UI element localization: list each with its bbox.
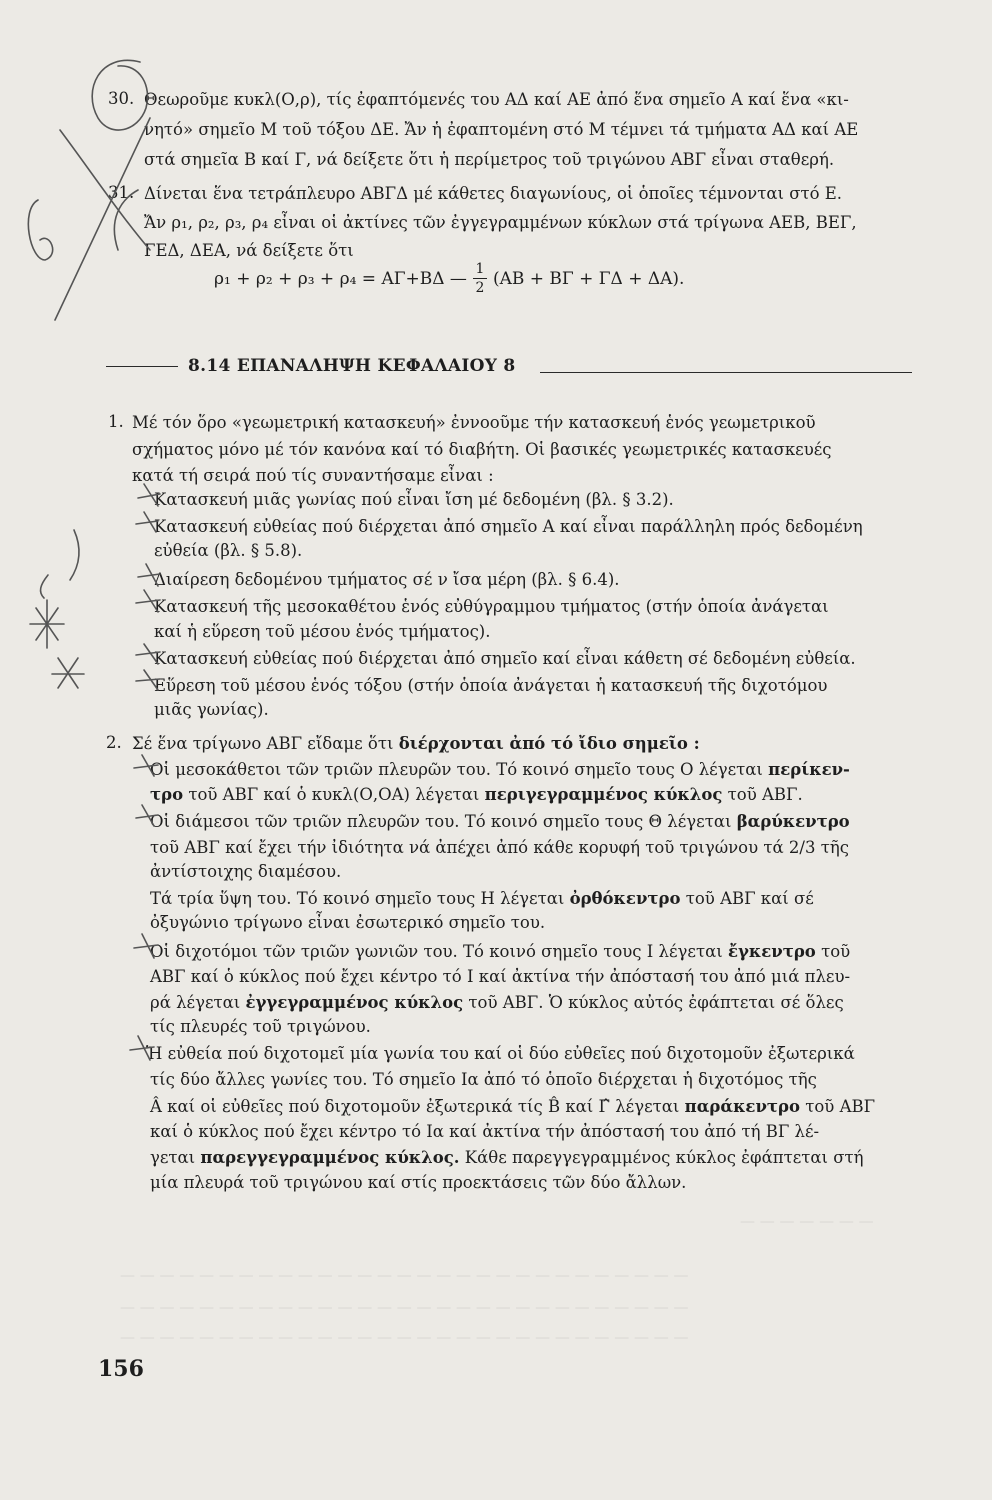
item-number-1: 1. xyxy=(108,412,124,431)
excenter-line-1: Ἡ εὐθεία πού διχοτομεῖ μία γωνία του καί οἱ δύο εὐθεῖες πού διχοτομοῦν ἐξωτερικά xyxy=(146,1044,855,1063)
heading-rule-right xyxy=(540,372,912,373)
formula-right: (ΑΒ + ΒΓ + ΓΔ + ΔΑ). xyxy=(492,268,685,289)
page-number: 156 xyxy=(98,1356,144,1382)
item-2-intro-bold: διέρχονται ἀπό τό ἴδιο σημεῖο : xyxy=(398,734,700,753)
item-2-intro xyxy=(132,731,700,757)
item-1-intro-2: σχήματος μόνο μέ τόν κανόνα καί τό διαβήτη. Οἱ βασικές γεωμετρικές κατασκευές xyxy=(132,440,832,459)
bracket-scribble-icon xyxy=(70,530,79,580)
term-excenter: παράκεντρο xyxy=(684,1097,800,1116)
angle-bisectors-line-1 xyxy=(150,939,850,965)
line-text: Οἱ μεσοκάθετοι τῶν τριῶν πλευρῶν του. Τό κοινό σημεῖο τους Ο λέγεται xyxy=(150,760,763,779)
excenter-line-5 xyxy=(150,1145,864,1171)
formula-left: ρ₁ + ρ₂ + ρ₃ + ρ₄ = ΑΓ+ΒΔ — xyxy=(214,268,467,289)
line-text: Οἱ διάμεσοι τῶν τριῶν πλευρῶν του. Τό κοινό σημεῖο τους Θ λέγεται xyxy=(150,812,732,831)
problem-number-31: 31. xyxy=(108,183,135,202)
perpendicular-bisectors-line-1 xyxy=(150,757,850,783)
problem-31-formula xyxy=(214,262,684,295)
bleed-through-mark: — — — — — — — — — — — — — — — — — — — — — — — — — — — — — xyxy=(120,1328,689,1346)
term-excircle: παρεγγεγραμμένος κύκλος. xyxy=(200,1148,460,1167)
problem-31-line-1: Δίνεται ἕνα τετράπλευρο ΑΒΓΔ μέ κάθετες διαγωνίους, οἱ ὁποῖες τέμνονται στό Ε. xyxy=(144,184,843,203)
term-orthocenter: ὀρθόκεντρο xyxy=(569,889,681,908)
item-number-2: 2. xyxy=(106,733,122,752)
problem-31-line-2: Ἄν ρ₁, ρ₂, ρ₃, ρ₄ εἶναι οἱ ἀκτίνες τῶν ἐγγεγραμμένων κύκλων στά τρίγωνα ΑΕΒ, ΒΕΓ, xyxy=(144,213,857,232)
asterisk-icon xyxy=(52,658,84,688)
line-text-end: Κάθε παρεγγεγραμμένος κύκλος ἐφάπτεται στή xyxy=(464,1148,864,1167)
angle-bisectors-line-2: ΑΒΓ καί ὁ κύκλος πού ἔχει κέντρο τό Ι καί ἀκτίνα τήν ἀπόστασή του ἀπό μιά πλευ- xyxy=(150,967,851,986)
bracket-scribble-icon xyxy=(41,575,48,598)
medians-line-2: τοῦ ΑΒΓ καί ἔχει τήν ἰδιότητα νά ἀπέχει ἀπό κάθε κορυφή τοῦ τριγώνου τά 2/3 τῆς xyxy=(150,838,849,857)
problem-30-line-2: νητό» σημεῖο Μ τοῦ τόξου ΔΕ. Ἄν ἡ ἐφαπτομένη στό Μ τέμνει τά τμήματα ΑΔ καί ΑΕ xyxy=(144,120,859,139)
cross-scribble-icon xyxy=(55,118,150,320)
line-text-end: τοῦ xyxy=(821,942,851,961)
formula-fraction xyxy=(473,262,487,295)
item-2-intro-text: Σέ ἕνα τρίγωνο ΑΒΓ εἴδαμε ὅτι xyxy=(132,734,394,753)
construction-6: Εὕρεση τοῦ μέσου ἑνός τόξου (στήν ὁποία ἀνάγεται ἡ κατασκευή τῆς διχοτόμου xyxy=(154,676,828,695)
term-centroid: βαρύκεντρο xyxy=(736,812,850,831)
line-text: Τά τρία ὕψη του. Τό κοινό σημεῖο τους Η λέγεται xyxy=(150,889,565,908)
construction-6-cont: μιᾶς γωνίας). xyxy=(154,700,269,719)
altitudes-line-2: ὀξυγώνιο τρίγωνο εἶναι ἐσωτερικό σημεῖο του. xyxy=(150,913,546,932)
line-text: Οἱ διχοτόμοι τῶν τριῶν γωνιῶν του. Τό κοινό σημεῖο τους Ι λέγεται xyxy=(150,942,723,961)
term-circumscribed-circle: περιγεγραμμένος κύκλος xyxy=(484,785,723,804)
medians-line-3: ἀντίστοιχης διαμέσου. xyxy=(150,862,342,881)
construction-5: Κατασκευή εὐθείας πού διέρχεται ἀπό σημεῖο καί εἶναι κάθετη σέ δεδομένη εὐθεία. xyxy=(154,649,856,668)
line-text: ρά λέγεται xyxy=(150,993,241,1012)
construction-4: Κατασκευή τῆς μεσοκαθέτου ἑνός εὐθύγραμμου τμήματος (στήν ὁποία ἀνάγεται xyxy=(154,597,829,616)
construction-4-cont: καί ἡ εὕρεση τοῦ μέσου ἑνός τμήματος). xyxy=(154,622,491,641)
line-text: Â καί οἱ εὐθεῖες πού διχοτομοῦν ἐξωτερικά τίς B̂ καί Γ̂ λέγεται xyxy=(150,1097,680,1116)
bleed-through-mark: — — — — — — — — — — — — — — — — — — — — — — — — — — — — — xyxy=(120,1298,689,1316)
section-heading: 8.14 ΕΠΑΝΑΛΗΨΗ ΚΕΦΑΛΑΙΟΥ 8 xyxy=(188,356,516,376)
line-text: τοῦ ΑΒΓ καί ὁ κυκλ(Ο,ΟΑ) λέγεται xyxy=(188,785,480,804)
item-1-intro-3: κατά τή σειρά πού τίς συναντήσαμε εἶναι : xyxy=(132,466,494,485)
term-circumcenter-part: περίκεν- xyxy=(768,760,850,779)
formula-denominator: 2 xyxy=(475,280,485,296)
term-circumcenter-end: τρο xyxy=(150,785,184,804)
formula-numerator: 1 xyxy=(475,261,485,277)
problem-31-line-3: ΓΕΔ, ΔΕΑ, νά δείξετε ὅτι xyxy=(144,241,354,260)
medians-line-1 xyxy=(150,809,850,835)
construction-1: Κατασκευή μιᾶς γωνίας πού εἶναι ἴση μέ δεδομένη (βλ. § 3.2). xyxy=(154,490,674,509)
term-inscribed-circle: ἐγγεγραμμένος κύκλος xyxy=(245,993,464,1012)
problem-30-line-3: στά σημεῖα Β καί Γ, νά δείξετε ὅτι ἡ περίμετρος τοῦ τριγώνου ΑΒΓ εἶναι σταθερή. xyxy=(144,150,835,169)
construction-2-cont: εὐθεία (βλ. § 5.8). xyxy=(154,541,303,560)
angle-bisectors-line-3 xyxy=(150,990,844,1016)
construction-2: Κατασκευή εὐθείας πού διέρχεται ἀπό σημεῖο Α καί εἶναι παράλληλη πρός δεδομένη xyxy=(154,517,863,536)
asterisk-icon xyxy=(30,600,64,648)
line-text: γεται xyxy=(150,1148,196,1167)
item-1-intro-1: Μέ τόν ὅρο «γεωμετρική κατασκευή» ἐννοοῦμε τήν κατασκευή ἑνός γεωμετρικοῦ xyxy=(132,413,816,432)
perpendicular-bisectors-line-2 xyxy=(150,782,803,808)
hook-scribble-icon xyxy=(28,200,52,260)
fraction-bar xyxy=(473,278,487,279)
line-text-end: τοῦ ΑΒΓ. Ὁ κύκλος αὐτός ἐφάπτεται σέ ὅλες xyxy=(468,993,844,1012)
excenter-line-3 xyxy=(150,1094,875,1120)
excenter-line-6: μία πλευρά τοῦ τριγώνου καί στίς προεκτάσεις τῶν δύο ἄλλων. xyxy=(150,1173,687,1192)
term-incenter: ἔγκεντρο xyxy=(727,942,816,961)
bleed-through-mark: — — — — — — — — — — — — — — — — — — — — — — — — — — — — — xyxy=(120,1266,689,1284)
line-text-end: τοῦ ΑΒΓ. xyxy=(727,785,803,804)
bleed-through-mark: — — — — — — — xyxy=(740,1212,874,1230)
line-text-end: τοῦ ΑΒΓ xyxy=(805,1097,876,1116)
heading-rule-left xyxy=(106,366,178,367)
construction-3: Διαίρεση δεδομένου τμήματος σέ ν ἴσα μέρη (βλ. § 6.4). xyxy=(154,570,620,589)
angle-bisectors-line-4: τίς πλευρές τοῦ τριγώνου. xyxy=(150,1017,371,1036)
altitudes-line-1 xyxy=(150,886,814,912)
problem-number-30: 30. xyxy=(108,89,135,108)
line-text-end: τοῦ ΑΒΓ καί σέ xyxy=(685,889,814,908)
excenter-line-4: καί ὁ κύκλος πού ἔχει κέντρο τό Iα καί ἀκτίνα τήν ἀπόστασή του ἀπό τή ΒΓ λέ- xyxy=(150,1122,820,1141)
excenter-line-2: τίς δύο ἄλλες γωνίες του. Τό σημεῖο Iα ἀπό τό ὁποῖο διέρχεται ἡ διχοτόμος τῆς xyxy=(150,1070,817,1089)
problem-30-line-1: Θεωροῦμε κυκλ(Ο,ρ), τίς ἐφαπτόμενές του ΑΔ καί ΑΕ ἀπό ἕνα σημεῖο Α καί ἕνα «κι- xyxy=(144,90,849,109)
